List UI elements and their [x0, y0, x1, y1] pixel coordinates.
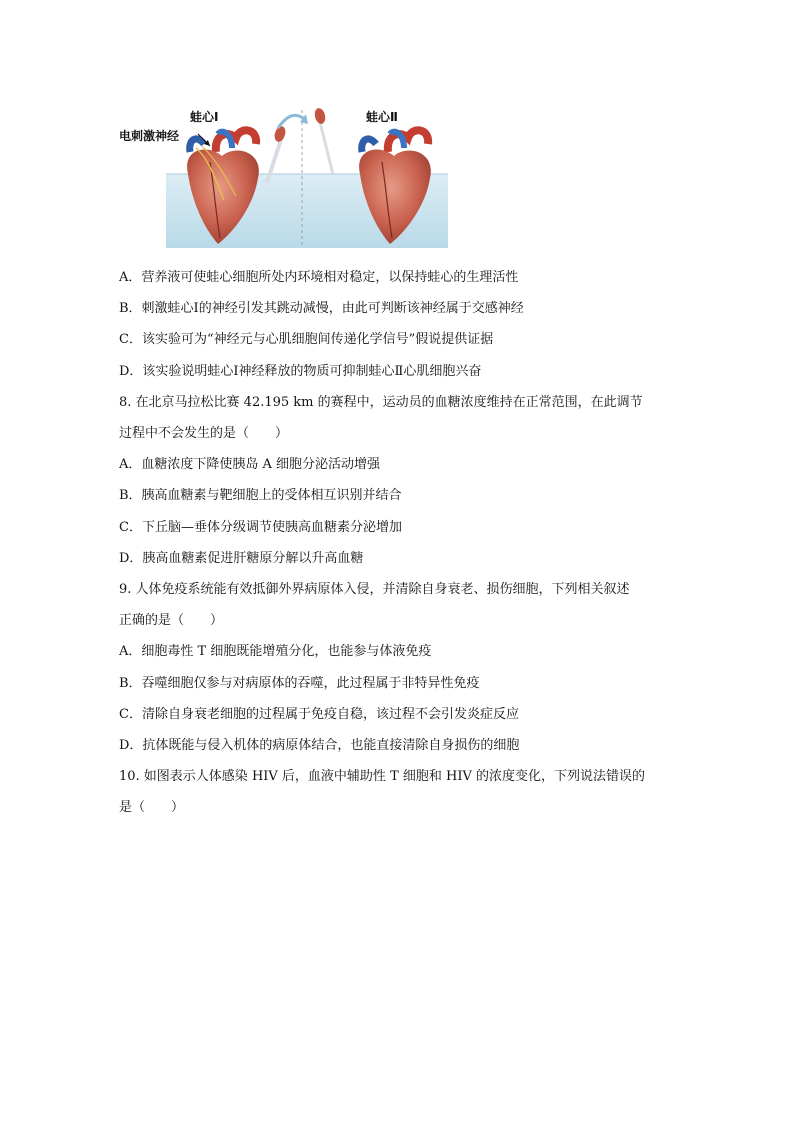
q8-stem-line-1: 8. 在北京马拉松比赛 42.195 km 的赛程中，运动员的血糖浓度维持在正常范围，在此调节	[119, 395, 643, 410]
heart-2-label: 蛙心Ⅱ	[366, 110, 398, 124]
q9-option-d: D．抗体既能与侵入机体的病原体结合，也能直接清除自身损伤的细胞	[119, 738, 520, 753]
q8-option-b: B．胰高血糖素与靶细胞上的受体相互识别并结合	[119, 488, 402, 503]
q9-stem-line-2: 正确的是（ ）	[119, 613, 224, 628]
frog-heart-illustration	[166, 104, 448, 248]
q8-option-c: C．下丘脑—垂体分级调节使胰高血糖素分泌增加	[119, 520, 402, 535]
frog-heart-figure	[166, 104, 448, 248]
heart-1-label: 蛙心Ⅰ	[190, 110, 219, 124]
q7-option-b: B．刺激蛙心Ⅰ的神经引发其跳动减慢，由此可判断该神经属于交感神经	[119, 301, 524, 316]
q7-option-d: D．该实验说明蛙心Ⅰ神经释放的物质可抑制蛙心Ⅱ心肌细胞兴奋	[119, 364, 482, 379]
q8-stem-line-2: 过程中不会发生的是（ ）	[119, 426, 289, 441]
q9-stem-line-1: 9. 人体免疫系统能有效抵御外界病原体入侵，并清除自身衰老、损伤细胞，下列相关叙述	[119, 582, 630, 597]
stimulus-label: 电刺激神经	[119, 129, 180, 143]
q8-option-d: D．胰高血糖素促进肝糖原分解以升高血糖	[119, 551, 364, 566]
q9-option-a: A．细胞毒性 T 细胞既能增殖分化，也能参与体液免疫	[119, 644, 432, 659]
q10-stem-line-1: 10. 如图表示人体感染 HIV 后，血液中辅助性 T 细胞和 HIV 的浓度变化，下列说法错误的	[119, 769, 645, 784]
q7-option-a: A．营养液可使蛙心细胞所处内环境相对稳定，以保持蛙心的生理活性	[119, 270, 519, 285]
q7-option-c: C．该实验可为“神经元与心肌细胞间传递化学信号”假说提供证据	[119, 332, 494, 347]
q9-option-c: C．清除自身衰老细胞的过程属于免疫自稳，该过程不会引发炎症反应	[119, 707, 519, 722]
q10-stem-line-2: 是（ ）	[119, 800, 185, 815]
dropper-icon	[313, 107, 334, 174]
q8-option-a: A．血糖浓度下降使胰岛 A 细胞分泌活动增强	[119, 457, 381, 472]
arrow-icon	[278, 114, 308, 128]
q9-option-b: B．吞噬细胞仅参与对病原体的吞噬，此过程属于非特异性免疫	[119, 676, 480, 691]
